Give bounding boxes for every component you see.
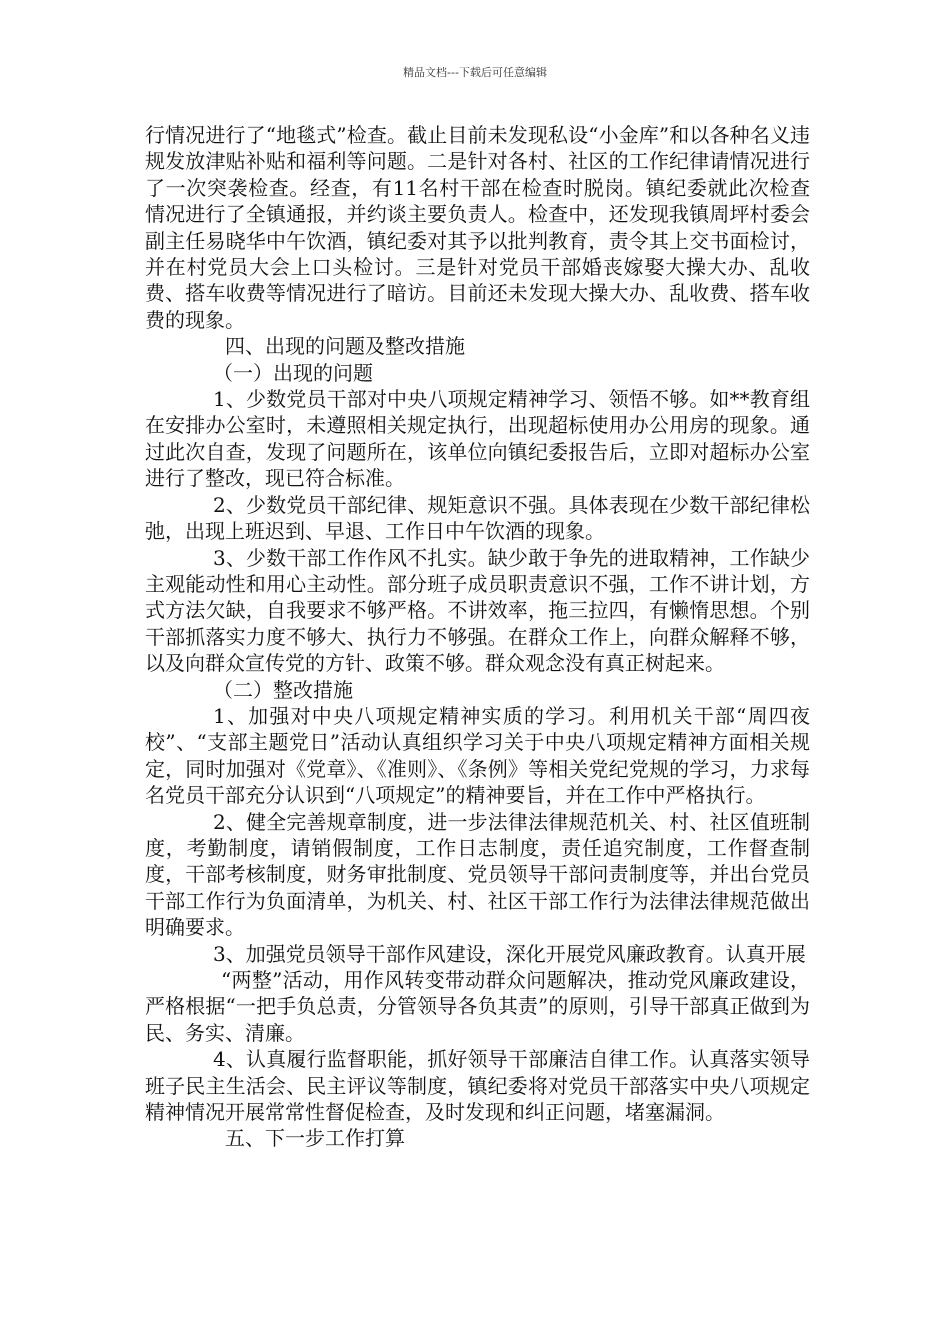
section-heading-next-steps: 五、下一步工作打算 <box>225 1126 405 1151</box>
paragraph-problem-3: 3、少数干部工作作风不扎实。缺少敢于争先的进取精神，工作缺少主观能动性和用心主动性。部分班子成员职责意识不强，工作不讲计划，方式方法欠缺，自我要求不够严格。不讲效率，拖三拉四，有懒惰思想。个别干部抓落实力度不够大、执行力不够强。在群众工作上，向群众解释不够，以及向群众宣传党的方针、政策不够。群众观念没有真正树起来。 <box>145 545 810 676</box>
paragraph-measure-3-cont: “两整”活动，用作风转变带动群众问题解决，推动党风廉政建设，严格根据“一把手负总责，分管领导各负其责”的原则，引导干部真正做到为民、务实、清廉。 <box>145 968 810 1045</box>
subsection-heading-problems: （一）出现的问题 <box>213 360 373 385</box>
paragraph-measure-3-start: 3、加强党员领导干部作风建设，深化开展党风廉政教育。认真开展 <box>213 941 806 966</box>
paragraph-measure-4: 4、认真履行监督职能，抓好领导干部廉洁自律工作。认真落实领导班子民主生活会、民主评议等制度，镇纪委将对党员干部落实中央八项规定精神情况开展常常性督促检查，及时发现和纠正问题，堵塞漏洞。 <box>145 1047 810 1125</box>
document-body <box>145 122 810 1152</box>
page-header: 精品文档---下载后可任意编辑 <box>403 66 547 79</box>
paragraph-measure-2: 2、健全完善规章制度，进一步法律法律规范机关、村、社区值班制度，考勤制度，请销假制度，工作日志制度，责任追究制度，工作督查制度，干部考核制度，财务审批制度、党员领导干部问责制度等，并出台党员干部工作行为负面清单，为机关、村、社区干部工作行为法律法律规范做出明确要求。 <box>145 809 810 940</box>
paragraph-inspection-results: 行情况进行了“地毯式”检查。截止目前未发现私设“小金库”和以各种名义违规发放津贴补贴和福利等问题。二是针对各村、社区的工作纪律请情况进行了一次突袭检查。经查，有11名村干部在检查时脱岗。镇纪委就此次检查情况进行了全镇通报，并约谈主要负责人。检查中，还发现我镇周坪村委会副主任易晓华中午饮酒，镇纪委对其予以批判教育，责令其上交书面检讨，并在村党员大会上口头检讨。三是针对党员干部婚丧嫁娶大操大办、乱收费、搭车收费等情况进行了暗访。目前还未发现大操大办、乱收费、搭车收费的现象。 <box>145 123 810 332</box>
paragraph-problem-1: 1、少数党员干部对中央八项规定精神学习、领悟不够。如**教育组在安排办公室时，未遵照相关规定执行，出现超标使用办公用房的现象。通过此次自查，发现了问题所在，该单位向镇纪委报告后，立即对超标办公室进行了整改，现已符合标准。 <box>145 387 810 491</box>
paragraph-problem-2: 2、少数党员干部纪律、规矩意识不强。具体表现在少数干部纪律松弛，出现上班迟到、早退、工作日中午饮酒的现象。 <box>145 492 810 544</box>
subsection-heading-measures: （二）整改措施 <box>213 677 353 702</box>
section-heading-problems-and-measures: 四、出现的问题及整改措施 <box>225 334 465 359</box>
paragraph-measure-1: 1、加强对中央八项规定精神实质的学习。利用机关干部“周四夜校”、“支部主题党日”活动认真组织学习关于中央八项规定精神方面相关规定，同时加强对《党章》、《准则》、《条例》等相关党纪党规的学习，力求每名党员干部充分认识到“八项规定”的精神要旨，并在工作中严格执行。 <box>145 703 810 808</box>
